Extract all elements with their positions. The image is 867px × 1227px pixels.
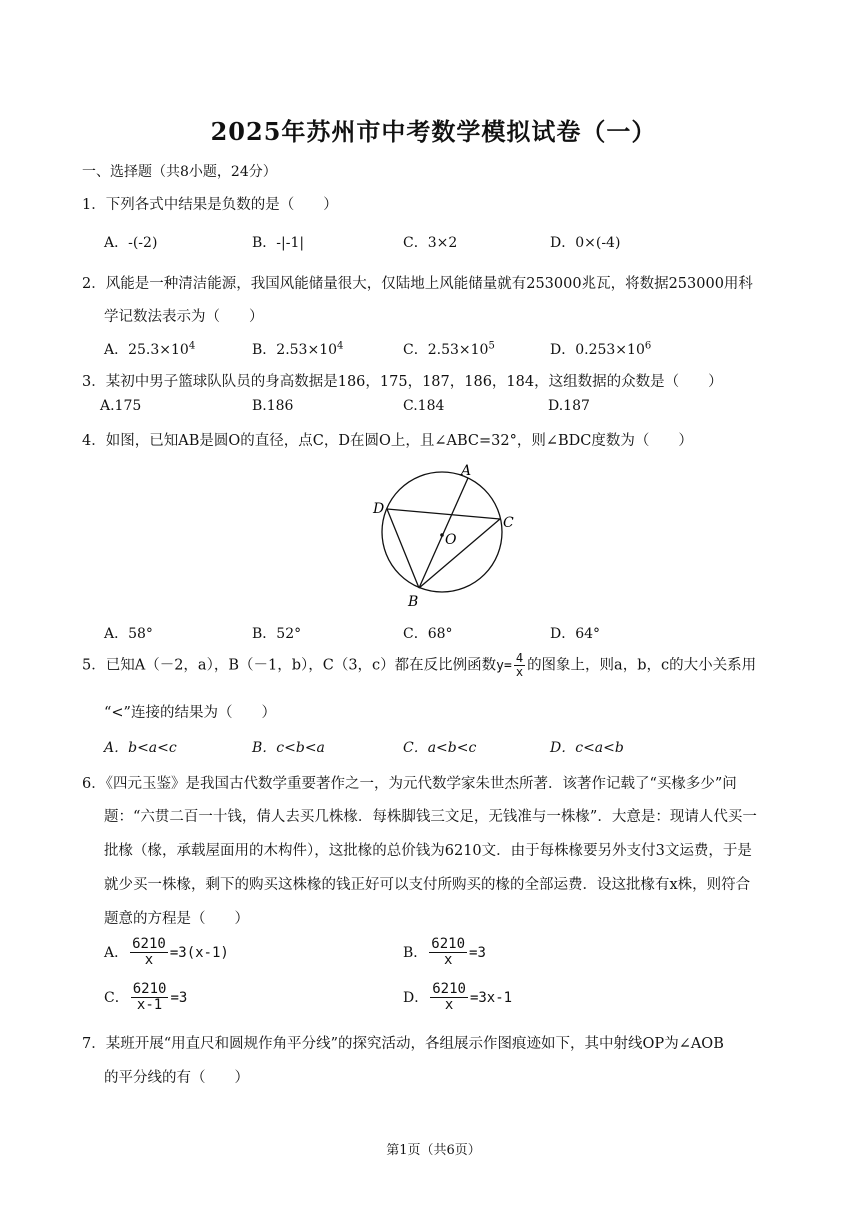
question-4-stem: 4．如图，已知AB是圆O的直径，点C，D在圆O上，且∠ABC=32°，则∠BDC度数为（ ） (82, 433, 693, 449)
question-5-line-2: “<”连接的结果为（ ） (104, 705, 276, 721)
label-a: A (461, 463, 472, 479)
question-7-line-2: 的平分线的有（ ） (104, 1070, 249, 1086)
section-heading: 一、选择题（共8小题，24分） (82, 164, 277, 180)
question-3-option-b: B.186 (252, 398, 294, 414)
question-2-option-a: A．$25.3\times 10^4$ (104, 340, 196, 358)
question-6-option-b: B． $\frac{6210}{x}$ =3 (403, 936, 486, 969)
question-7-line-1: 7．某班开展“用直尺和圆规作角平分线”的探究活动，各组展示作图痕迹如下，其中射线OP为∠AOB (82, 1036, 724, 1052)
question-3-option-c: C.184 (403, 398, 445, 414)
page-footer: 第1页（共6页） (386, 1143, 481, 1158)
circle-diagram (360, 458, 530, 618)
question-2-line-2: 学记数法表示为（ ） (104, 309, 264, 325)
label-c: C (503, 515, 514, 531)
question-2-line-1: 2．风能是一种清洁能源，我国风能储量很大，仅陆地上风能储量就有253000兆瓦，将数据253000用科 (82, 276, 753, 292)
question-6-line-2: 题：“六贯二百一十钱，倩人去买几株椽．每株脚钱三文足，无钱准与一株椽”．大意是：现请人代买一 (104, 809, 757, 825)
question-3-option-a: A.175 (100, 398, 142, 414)
question-3-option-d: D.187 (548, 398, 590, 414)
label-d: D (373, 501, 385, 517)
question-3-stem: 3．某初中男子篮球队队员的身高数据是186，175，187，186，184，这组数据的众数是（ ） (82, 374, 723, 390)
question-5-option-d: D．c<a<b (550, 740, 624, 756)
question-1-option-c: C．3×2 (403, 235, 458, 251)
question-6-line-5: 题意的方程是（ ） (104, 911, 249, 927)
question-2-option-d: D．$0.253\times 10^6$ (550, 340, 652, 358)
question-5-option-b: B．c<b<a (252, 740, 325, 756)
question-1-option-a: A．-(-2) (104, 235, 158, 251)
question-6-line-1: 6．《四元玉鉴》是我国古代数学重要著作之一，为元代数学家朱世杰所著．该著作记载了“买椽多少”问 (82, 776, 737, 792)
question-5-option-c: C．a<b<c (403, 740, 477, 756)
question-6-option-c: C． $\frac{6210}{x-1}$ =3 (104, 981, 188, 1014)
question-6-line-3: 批椽（椽，承载屋面用的木构件），这批椽的总价钱为6210文．由于每株椽要另外支付3文运费，于是 (104, 843, 752, 859)
chord-db (387, 509, 419, 588)
question-2-option-c: C．$2.53\times 10^5$ (403, 340, 495, 358)
question-4-option-b: B．52° (252, 626, 302, 642)
question-6-option-d: D． $\frac{6210}{x}$ =3x-1 (403, 981, 513, 1014)
label-b: B (408, 594, 419, 610)
page-title: 2025年苏州市中考数学模拟试卷（一） (210, 117, 657, 146)
question-5-option-a: A．b<a<c (104, 740, 177, 756)
label-o: O (445, 532, 457, 548)
question-4-option-d: D．64° (550, 626, 601, 642)
center-point (440, 533, 444, 537)
question-6-line-4: 就少买一株椽，剩下的购买这株椽的钱正好可以支付所购买的椽的全部运费．设这批椽有x株，则符合 (104, 877, 751, 893)
question-5-stem: 5．已知A（－2，a），B（－1，b），C（3，c）都在反比例函数y= $\frac{4}{x}$ 的图象上，则a，b，c的大小关系用 (82, 651, 757, 680)
question-1-option-d: D．0×(-4) (550, 235, 621, 251)
question-2-option-b: B．$2.53\times 10^4$ (252, 340, 344, 358)
chord-dc (387, 509, 500, 519)
chord-cb (419, 519, 500, 588)
question-4-option-c: C．68° (403, 626, 453, 642)
diameter-ab (419, 478, 468, 588)
question-1-stem: 1．下列各式中结果是负数的是（ ） (82, 197, 338, 213)
question-4-option-a: A．58° (104, 626, 153, 642)
question-1-option-b: B．-|-1| (252, 235, 305, 251)
question-6-option-a: A． $\frac{6210}{x}$ =3(x-1) (104, 936, 229, 969)
